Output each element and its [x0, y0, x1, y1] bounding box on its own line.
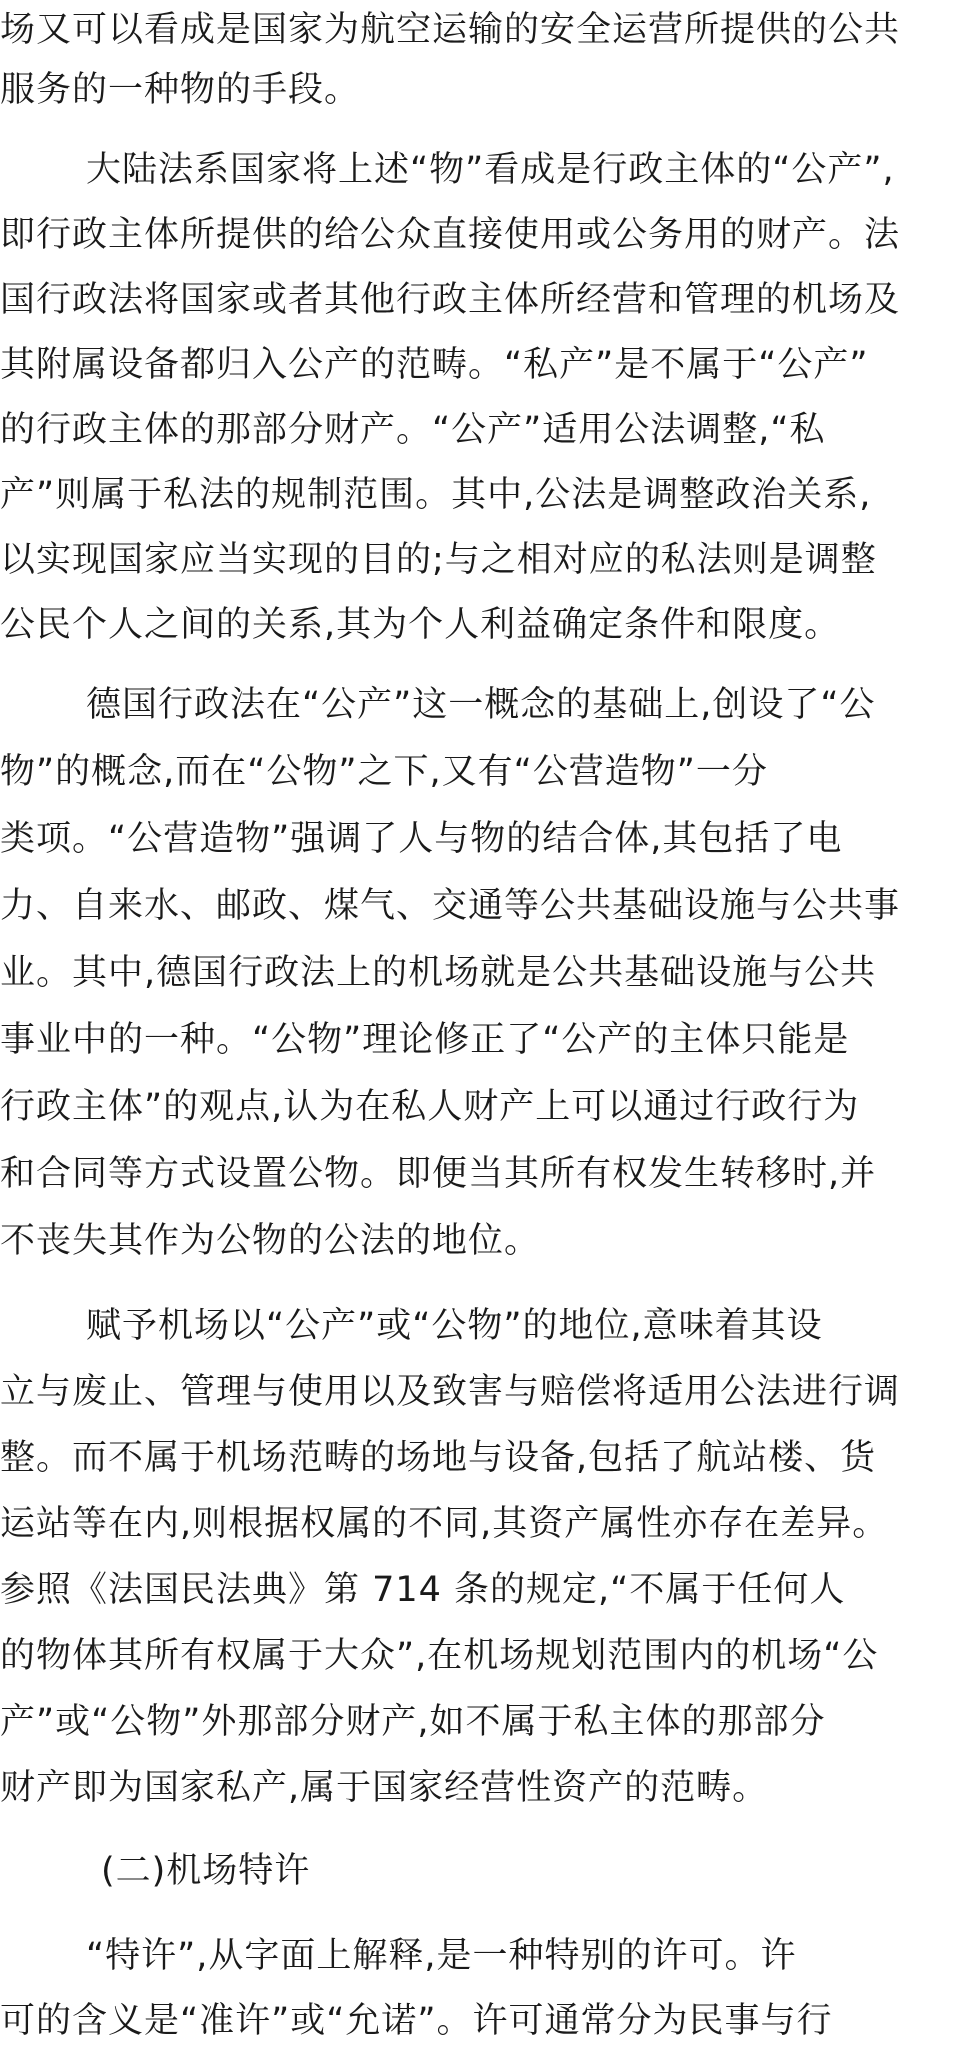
- text-line: 不丧失其作为公物的公法的地位。: [0, 1221, 541, 1261]
- text-line: 和合同等方式设置公物。即便当其所有权发生转移时,并: [0, 1154, 877, 1194]
- section-heading: (二)机场特许: [101, 1851, 311, 1891]
- text-line: 的行政主体的那部分财产。“公产”适用公法调整,“私: [0, 410, 826, 450]
- text-line: 参照《法国民法典》第 714 条的规定,“不属于任何人: [0, 1570, 846, 1610]
- text-line: 业。其中,德国行政法上的机场就是公共基础设施与公共: [0, 953, 877, 993]
- text-line: 力、自来水、邮政、煤气、交通等公共基础设施与公共事: [0, 886, 901, 926]
- text-line: 国行政法将国家或者其他行政主体所经营和管理的机场及: [0, 280, 901, 320]
- text-line: 运站等在内,则根据权属的不同,其资产属性亦存在差异。: [0, 1504, 889, 1544]
- text-line: 以实现国家应当实现的目的;与之相对应的私法则是调整: [0, 540, 877, 580]
- text-line: 即行政主体所提供的给公众直接使用或公务用的财产。法: [0, 215, 901, 255]
- text-line: 财产即为国家私产,属于国家经营性资产的范畴。: [0, 1768, 769, 1808]
- text-line: 产”则属于私法的规制范围。其中,公法是调整政治关系,: [0, 475, 872, 515]
- paragraph-first-line: “特许”,从字面上解释,是一种特别的许可。许: [86, 1936, 797, 1976]
- text-line: 行政主体”的观点,认为在私人财产上可以通过行政行为: [0, 1087, 860, 1127]
- text-line: 公民个人之间的关系,其为个人利益确定条件和限度。: [0, 605, 841, 645]
- text-line: 事业中的一种。“公物”理论修正了“公产的主体只能是: [0, 1020, 850, 1060]
- paragraph-first-line: 赋予机场以“公产”或“公物”的地位,意味着其设: [86, 1306, 823, 1346]
- text-line: 产”或“公物”外那部分财产,如不属于私主体的那部分: [0, 1702, 826, 1742]
- paragraph-first-line: 大陆法系国家将上述“物”看成是行政主体的“公产”,: [86, 150, 895, 190]
- text-line: 立与废止、管理与使用以及致害与赔偿将适用公法进行调: [0, 1372, 901, 1412]
- text-line: 其附属设备都归入公产的范畴。“私产”是不属于“公产”: [0, 345, 869, 385]
- text-line: 物”的概念,而在“公物”之下,又有“公营造物”一分: [0, 752, 768, 792]
- text-line: 场又可以看成是国家为航空运输的安全运营所提供的公共: [0, 10, 901, 50]
- text-line: 整。而不属于机场范畴的场地与设备,包括了航站楼、货: [0, 1438, 877, 1478]
- text-line: 类项。“公营造物”强调了人与物的结合体,其包括了电: [0, 819, 843, 859]
- text-line: 的物体其所有权属于大众”,在机场规划范围内的机场“公: [0, 1636, 879, 1676]
- text-line: 可的含义是“准许”或“允诺”。许可通常分为民事与行: [0, 2001, 833, 2041]
- paragraph-first-line: 德国行政法在“公产”这一概念的基础上,创设了“公: [86, 685, 876, 725]
- text-line: 服务的一种物的手段。: [0, 70, 361, 110]
